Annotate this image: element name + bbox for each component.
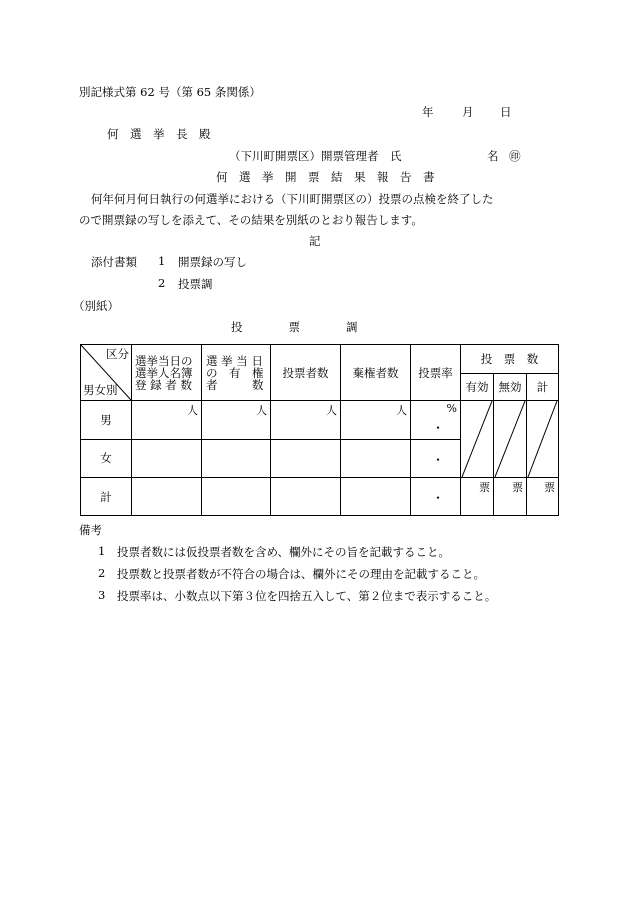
cell-female-eligible <box>202 439 271 478</box>
unit-percent: % <box>446 402 457 415</box>
cell-total-valid <box>461 478 494 516</box>
header-eligible-line: の 有 権 <box>206 365 264 380</box>
cell-total-slashed <box>527 401 559 478</box>
header-abstainers: 棄権者数 <box>341 345 411 401</box>
slash-mark <box>527 401 558 477</box>
header-eligible-line: 選 挙 当 日 <box>206 353 263 368</box>
header-invalid: 無効 <box>494 373 527 401</box>
attachment-2-number: 2 <box>158 276 166 290</box>
body-line-2: ので開票録の写しを添えて、その結果を別紙のとおり報告します。 <box>79 213 423 227</box>
unit-person: 人 <box>326 404 337 417</box>
unit-vote: 票 <box>479 481 490 494</box>
date-day: 日 <box>500 105 512 119</box>
note-3-number: 3 <box>98 588 106 602</box>
vote-survey-table <box>80 344 559 516</box>
header-registered-line: 選挙人名簿 <box>135 365 193 380</box>
unit-person: 人 <box>256 404 267 417</box>
cell-female-turnout <box>411 439 461 478</box>
addressee: 何 選 挙 長 殿 <box>107 127 211 141</box>
row-label-total: 計 <box>81 478 132 516</box>
cell-male-eligible <box>202 401 271 440</box>
cell-male-abstainers <box>341 401 411 440</box>
corner-top-label: 区分 <box>106 347 129 361</box>
cell-invalid-slashed <box>494 401 527 478</box>
header-registered-line: 選挙当日の <box>135 353 193 368</box>
cell-total-abstainers <box>341 478 411 516</box>
cell-total-sum <box>527 478 559 516</box>
decimal-point: ・ <box>432 421 445 435</box>
cell-male-registered <box>132 401 202 440</box>
row-label-male: 男 <box>81 401 132 440</box>
header-registered <box>132 345 202 401</box>
cell-female-abstainers <box>341 439 411 478</box>
date-year: 年 <box>422 105 434 119</box>
attachment-2-text: 投票調 <box>178 277 213 291</box>
attachment-1-text: 開票録の写し <box>178 255 247 269</box>
cell-total-eligible <box>202 478 271 516</box>
row-label-female: 女 <box>81 439 132 478</box>
header-registered-line: 登 録 者 数 <box>135 377 192 392</box>
corner-diagonal <box>81 345 131 400</box>
cell-male-turnout <box>411 401 461 440</box>
cell-total-invalid <box>494 478 527 516</box>
unit-person: 人 <box>396 404 407 417</box>
header-vote-total: 計 <box>527 373 559 401</box>
corner-header-cell <box>81 345 132 401</box>
unit-vote: 票 <box>544 481 555 494</box>
sender: （下川町開票区）開票管理者 氏 <box>229 149 402 163</box>
appendix-label: （別紙） <box>73 299 119 313</box>
attachment-label: 添付書類 <box>91 255 137 269</box>
form-number: 別記様式第 62 号（第 65 条関係） <box>79 85 261 99</box>
notes-title: 備考 <box>79 523 102 537</box>
header-eligible <box>202 345 271 401</box>
note-2-text: 投票数と投票者数が不符合の場合は、欄外にその理由を記載すること。 <box>117 567 485 581</box>
cell-male-voters <box>271 401 341 440</box>
header-turnout: 投票率 <box>411 345 461 401</box>
decimal-point: ・ <box>432 491 445 505</box>
date-month: 月 <box>462 105 474 119</box>
cell-female-registered <box>132 439 202 478</box>
slash-mark <box>494 401 526 477</box>
note-1-number: 1 <box>98 544 106 558</box>
corner-bottom-label: 男女別 <box>83 383 118 397</box>
slash-mark <box>461 401 493 477</box>
sender-name-label: 名 <box>487 149 499 163</box>
cell-total-registered <box>132 478 202 516</box>
header-eligible-line: 者 数 <box>206 377 264 392</box>
note-3-text: 投票率は、小数点以下第３位を四捨五入して、第２位まで表示すること。 <box>117 589 497 603</box>
note-2-number: 2 <box>98 566 106 580</box>
document-title: 何 選 挙 開 票 結 果 報 告 書 <box>216 170 435 184</box>
note-1-text: 投票者数には仮投票者数を含め、欄外にその旨を記載すること。 <box>117 545 451 559</box>
cell-total-voters <box>271 478 341 516</box>
seal-mark: ㊞ <box>509 149 521 163</box>
body-line-1: 何年何月何日執行の何選挙における（下川町開票区の）投票の点検を終了した <box>91 192 494 206</box>
header-vote-count: 投 票 数 <box>461 345 559 374</box>
attachment-1-number: 1 <box>158 254 166 268</box>
cell-female-voters <box>271 439 341 478</box>
decimal-point: ・ <box>432 452 445 467</box>
unit-vote: 票 <box>512 481 523 494</box>
header-voters: 投票者数 <box>271 345 341 401</box>
header-valid: 有効 <box>461 373 494 401</box>
cell-total-turnout <box>411 478 461 516</box>
appendix-title: 投 票 調 <box>231 320 358 334</box>
ki-heading: 記 <box>309 234 321 248</box>
cell-valid-slashed <box>461 401 494 478</box>
unit-person: 人 <box>187 404 198 417</box>
